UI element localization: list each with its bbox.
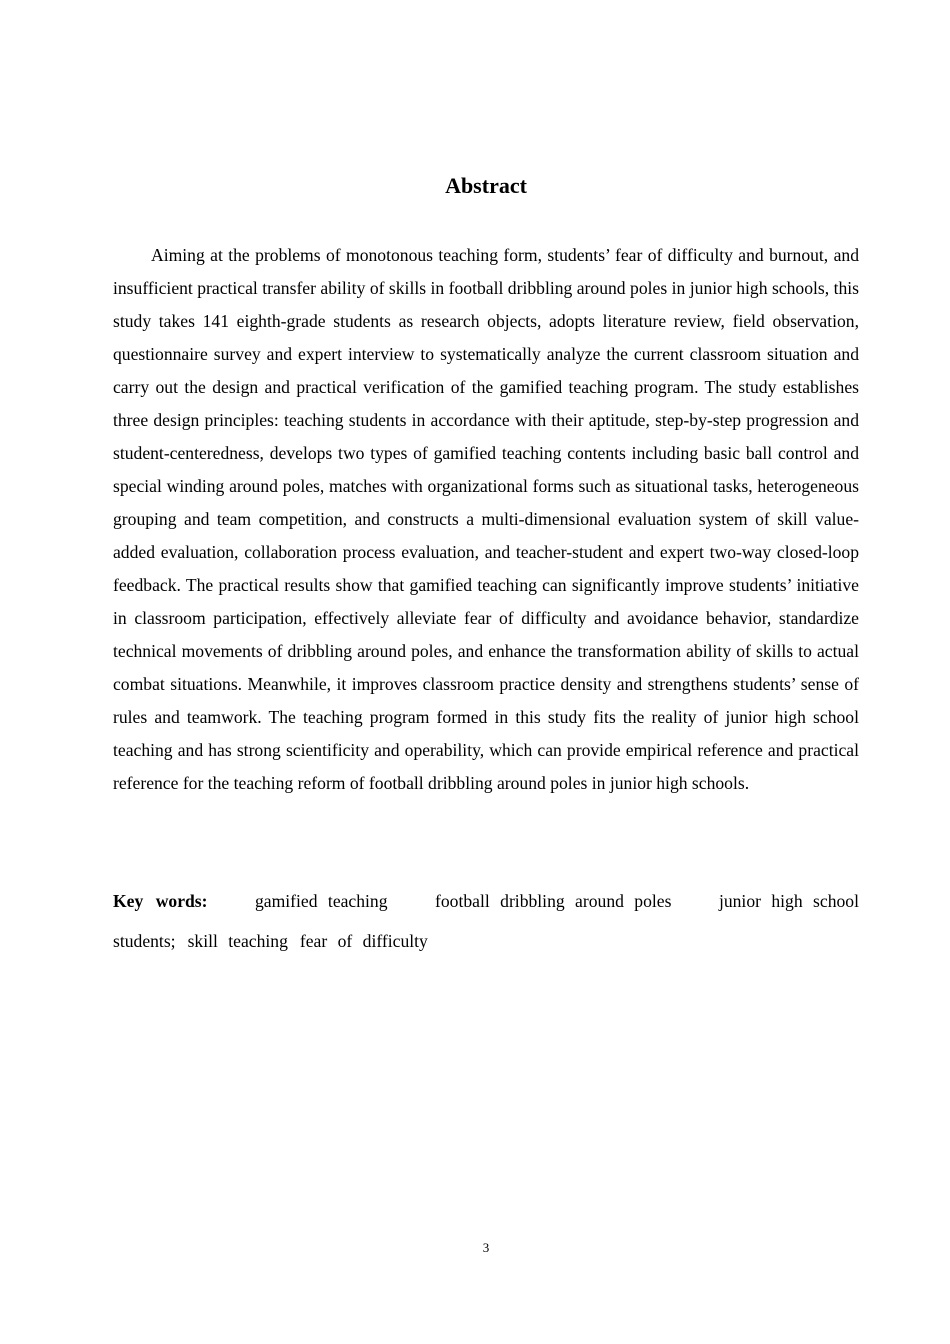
keyword-item: junior high school [718, 891, 859, 911]
keyword-item: football dribbling around poles [435, 891, 672, 911]
keywords-line-1 [113, 881, 859, 921]
keywords-section [113, 881, 859, 961]
abstract-paragraph: Aiming at the problems of monotonous teaching form, students’ fear of difficulty and burnout, and insufficient practical transfer ability of skills in football dribbling around poles in junior high schools, this study takes 141 eighth-grade students as research objects, adopts literature review, field observation, questionnaire survey and expert interview to systematically analyze the current classroom situation and carry out the design and practical verification of the gamified teaching program. The study establishes three design principles: teaching students in accordance with their aptitude, step-by-step progression and student-centeredness, develops two types of gamified teaching contents including basic ball control and special winding around poles, matches with organizational forms such as situational tasks, heterogeneous grouping and team competition, and constructs a multi-dimensional evaluation system of skill value-added evaluation, collaboration process evaluation, and teacher-student and expert two-way closed-loop feedback. The practical results show that gamified teaching can significantly improve students’ initiative in classroom participation, effectively alleviate fear of difficulty and avoidance behavior, standardize technical movements of dribbling around poles, and enhance the transformation ability of skills to actual combat situations. Meanwhile, it improves classroom practice density and strengthens students’ sense of rules and teamwork. The teaching program formed in this study fits the reality of junior high school teaching and has strong scientificity and operability, which can provide empirical reference and practical reference for the teaching reform of football dribbling around poles in junior high schools. [113, 245, 859, 793]
keywords-label: Key words: [113, 891, 208, 911]
keywords-line-2 [113, 921, 859, 961]
abstract-title: Abstract [445, 173, 527, 198]
keyword-item: gamified teaching [255, 891, 388, 911]
keyword-item: students; [113, 931, 176, 951]
keyword-item: fear of difficulty [299, 931, 428, 951]
keyword-item: skill teaching [187, 931, 288, 951]
page-number: 3 [482, 1240, 490, 1255]
